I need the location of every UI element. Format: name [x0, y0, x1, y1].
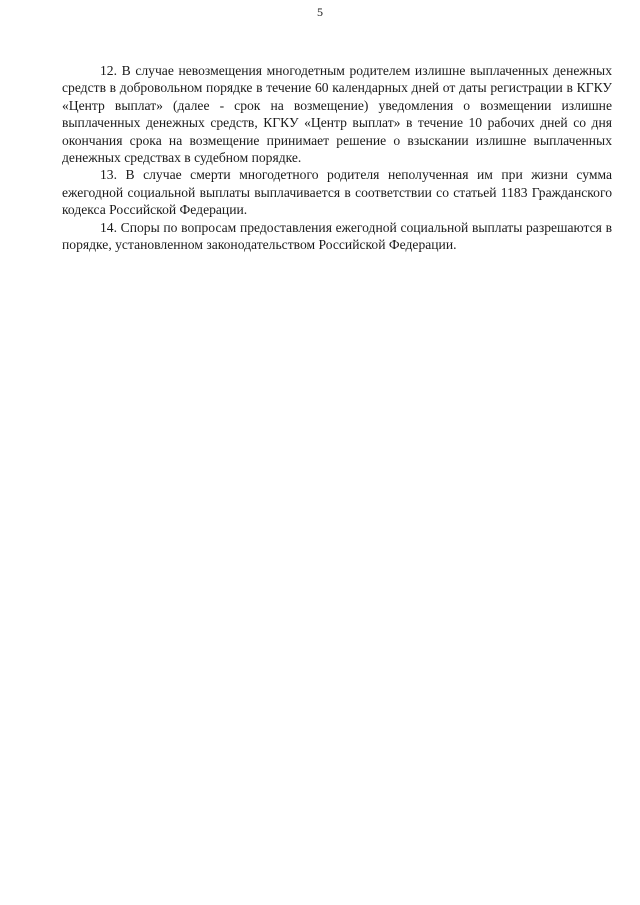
paragraph-12: 12. В случае невозмещения многодетным родителем излишне выплаченных денежных средств в добровольном порядке в течение 60 календарных дней от даты регистрации в КГКУ «Центр выплат» (далее - срок на возмещение) уведомления о возмещении излишне выплаченных денежных средств, КГКУ «Центр выплат» в течение 10 рабочих дней со дня окончания срока на возмещение принимает решение о взыскании излишне выплаченных денежных средствах в судебном порядке. — [62, 63, 612, 166]
paragraph-14: 14. Споры по вопросам предоставления ежегодной социальной выплаты разрешаются в порядке, установленном законодательством Российской Федерации. — [62, 219, 612, 253]
paragraph-13: 13. В случае смерти многодетного родителя неполученная им при жизни сумма ежегодной социальной выплаты выплачивается в соответствии со статьей 1183 Гражданского кодекса Российской Федерации. — [62, 167, 612, 218]
document-body — [62, 62, 612, 253]
page-number: 5 — [317, 5, 323, 19]
